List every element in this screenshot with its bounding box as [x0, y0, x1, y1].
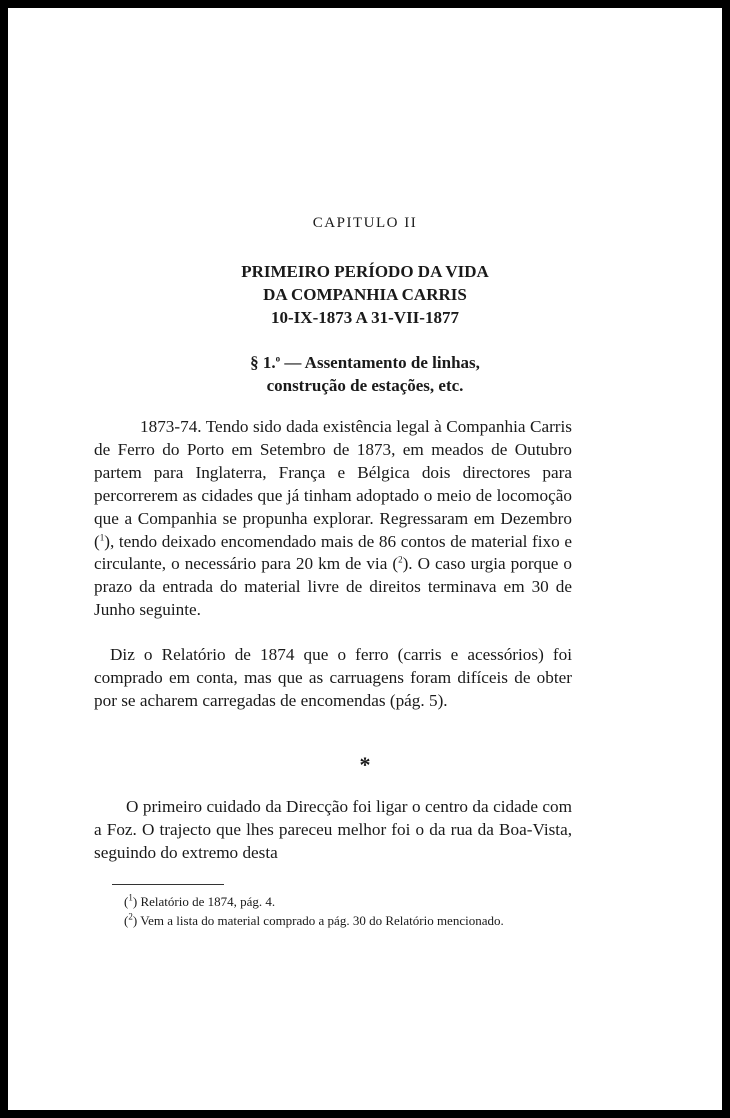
- paragraph-2: [94, 644, 572, 713]
- footnote-ref-1: 1: [99, 531, 105, 542]
- paragraph-1-text-a: 1873-74. Tendo sido dada existência legal à Companhia Carris de Ferro do Porto em Setembro de 1873, em meados de Outubro partem para Inglaterra, França e Bélgica dois directores para percorrerem as cidades que já tinham adoptado o meio de locomoção que a Companhia se propunha explorar. Regressaram em Dezembro (: [94, 417, 572, 551]
- chapter-title-line-2: DA COMPANHIA CARRIS: [263, 285, 467, 304]
- paragraph-1-text-b: ), tendo deixado encomendado mais de 86 contos de material fixo e circulante, o necessário para 20 km de via (: [94, 531, 572, 574]
- section-mark: § 1.: [250, 353, 276, 372]
- footnote-2: ($^2$) Vem a lista do material comprado a pág. 30 do Relatório mencionado.: [124, 911, 504, 928]
- footnote-1: ($^1$) Relatório de 1874, pág. 4.: [124, 892, 276, 909]
- paragraph-3-text: O primeiro cuidado da Direcção foi ligar o centro da cidade com a Foz. O trajecto que lhes pareceu melhor foi o da rua da Boa-Vista, seguindo do extremo desta: [94, 797, 572, 862]
- section-heading: [8, 351, 722, 397]
- footnote-2-number: 2: [128, 911, 133, 922]
- paragraph-1: [94, 416, 572, 622]
- footnote-1-number: 1: [128, 892, 133, 903]
- chapter-heading: CAPITULO II: [312, 215, 418, 231]
- footnote-2-text: Vem a lista do material comprado a pág. 30 do Relatório mencionado.: [140, 913, 504, 928]
- section-heading-line-1: [8, 351, 722, 374]
- section-ordinal: o: [275, 353, 281, 364]
- chapter-title-line-3: 10-IX-1873 A 31-VII-1877: [271, 308, 459, 327]
- paragraph-3: [94, 796, 572, 865]
- section-title-part-1: — Assentamento de linhas,: [280, 353, 480, 372]
- paragraph-1-text-c: ). O caso urgia porque o prazo da entrada do material livre de direitos terminava em 30 de Junho seguinte.: [94, 554, 572, 620]
- section-divider-asterisk: *: [359, 752, 371, 777]
- paragraph-2-text: Diz o Relatório de 1874 que o ferro (carris e acessórios) foi comprado em conta, mas que as carruagens foram difíceis de obter por se acharem carregadas de encomendas (pág. 5).: [94, 645, 572, 710]
- footnote-1-text: Relatório de 1874, pág. 4.: [140, 894, 276, 909]
- chapter-title: [8, 260, 722, 329]
- chapter-title-line-1: PRIMEIRO PERÍODO DA VIDA: [241, 262, 489, 281]
- document-page: [8, 8, 722, 1110]
- footnote-separator: [112, 884, 224, 885]
- section-heading-line-2: construção de estações, etc.: [266, 376, 464, 395]
- footnote-ref-2: 2: [398, 554, 403, 565]
